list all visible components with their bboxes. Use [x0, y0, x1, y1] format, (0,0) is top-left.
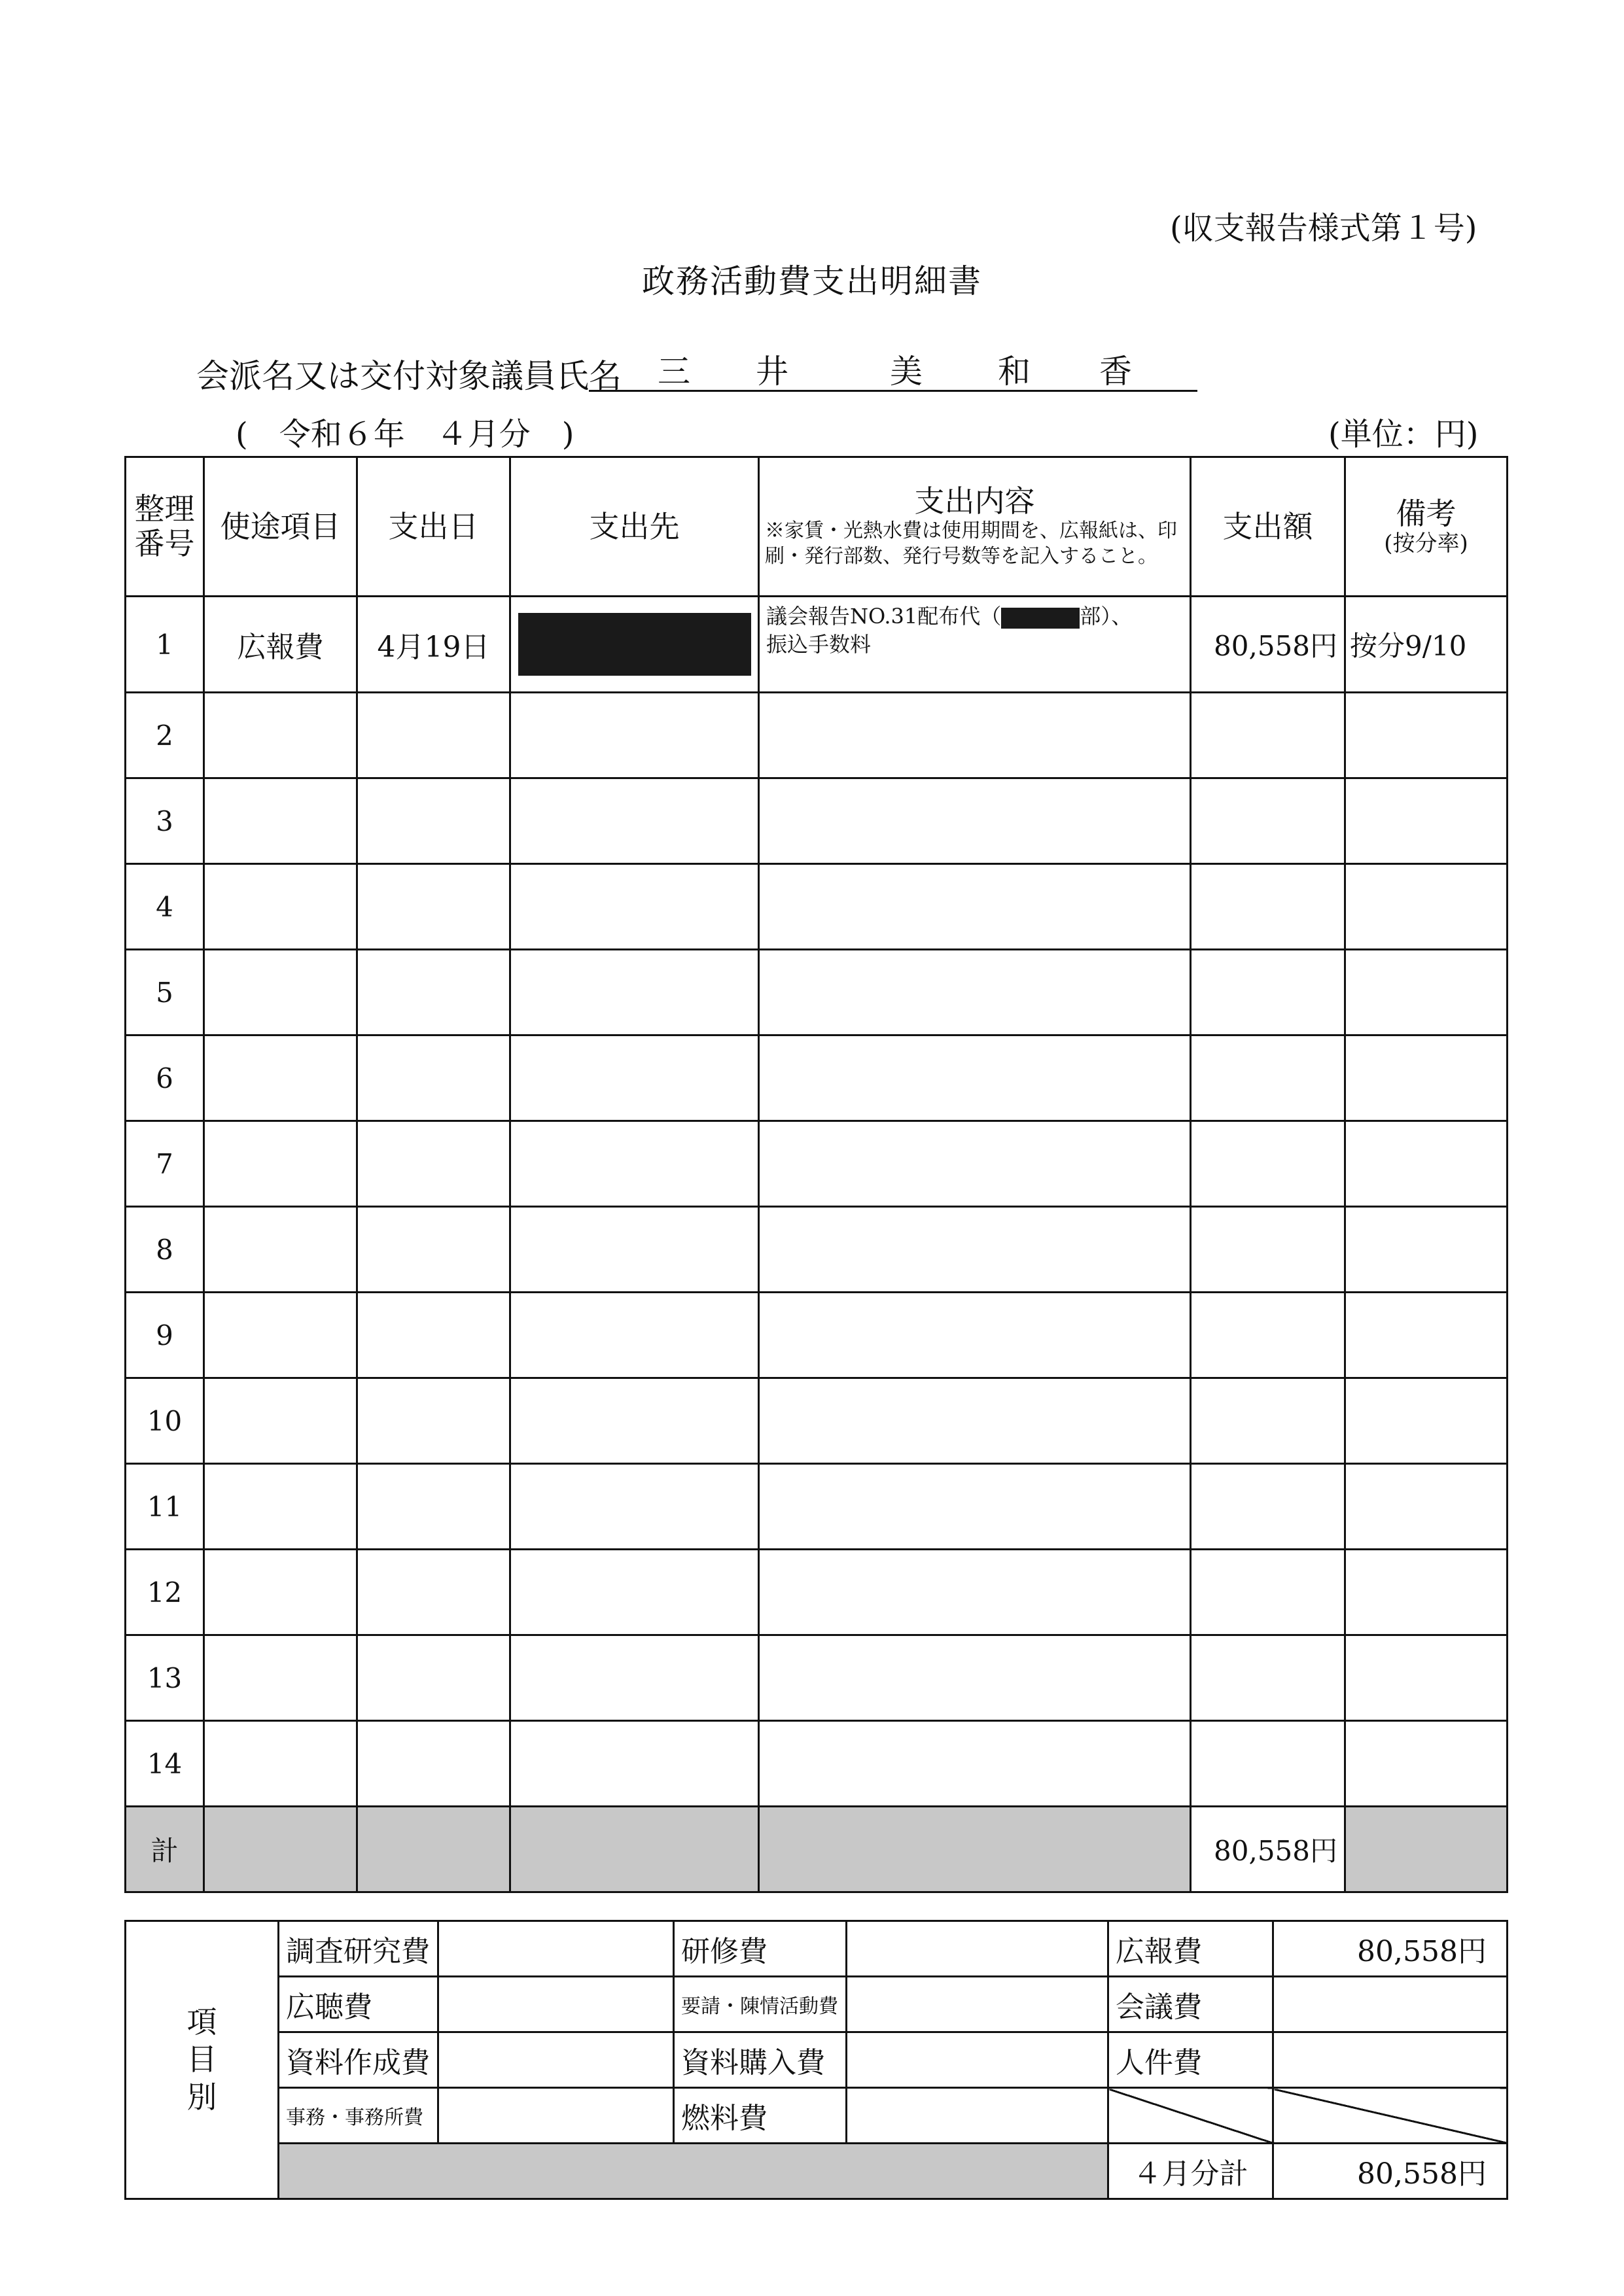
row-number: 9 — [126, 1293, 204, 1378]
label-hearing: 広聴費 — [279, 1977, 438, 2032]
label-personnel: 人件費 — [1108, 2032, 1273, 2088]
report-period: ( 令和６年 ４月分 ) — [236, 416, 574, 453]
row-date — [357, 778, 510, 864]
diagonal-strike-cell — [1108, 2088, 1273, 2144]
member-name-label: 会派名又は交付対象議員氏名 — [196, 357, 622, 395]
label-petition: 要請・陳情活動費 — [674, 1977, 847, 2032]
row-description — [759, 1721, 1191, 1807]
member-name-field — [589, 345, 1197, 392]
header-payee: 支出先 — [510, 457, 759, 597]
value-pr: 80,558円 — [1273, 1921, 1508, 1977]
member-name-char: 香 — [1099, 353, 1132, 391]
row-amount: 80,558円 — [1191, 597, 1345, 693]
row-amount — [1191, 1721, 1345, 1807]
row-number: 5 — [126, 950, 204, 1035]
table-row — [126, 1464, 1508, 1550]
row-category — [204, 778, 357, 864]
member-name-char: 井 — [756, 353, 788, 391]
row-amount — [1191, 778, 1345, 864]
row-description — [759, 1378, 1191, 1464]
row-amount — [1191, 864, 1345, 950]
row-remarks — [1345, 693, 1508, 778]
row-remarks — [1345, 1293, 1508, 1378]
header-category: 使途項目 — [204, 457, 357, 597]
value-material-make — [438, 2032, 674, 2088]
row-date — [357, 1464, 510, 1550]
header-number — [126, 457, 204, 597]
row-date — [357, 1378, 510, 1464]
row-date — [357, 1635, 510, 1721]
row-payee — [510, 950, 759, 1035]
row-amount — [1191, 1550, 1345, 1635]
row-amount — [1191, 1121, 1345, 1207]
row-payee — [510, 1378, 759, 1464]
value-meeting — [1273, 1977, 1508, 2032]
row-date — [357, 1550, 510, 1635]
month-total-label: ４月分計 — [1108, 2144, 1273, 2199]
row-amount — [1191, 950, 1345, 1035]
row-amount — [1191, 1635, 1345, 1721]
row-description — [759, 693, 1191, 778]
total-shaded-cell — [1345, 1807, 1508, 1892]
member-name-char: 和 — [998, 353, 1031, 391]
row-number: 4 — [126, 864, 204, 950]
label-material-make: 資料作成費 — [279, 2032, 438, 2088]
header-description — [759, 457, 1191, 597]
form-number: (収支報告様式第１号) — [1170, 210, 1477, 247]
category-summary-table — [124, 1920, 1508, 2200]
value-office — [438, 2088, 674, 2144]
row-number: 3 — [126, 778, 204, 864]
row-payee — [510, 1721, 759, 1807]
label-research: 調査研究費 — [279, 1921, 438, 1977]
row-payee — [510, 1207, 759, 1293]
row-number: 8 — [126, 1207, 204, 1293]
diagonal-strike-cell — [1273, 2088, 1508, 2144]
row-description — [759, 1635, 1191, 1721]
row-payee — [510, 1293, 759, 1378]
total-label: 計 — [126, 1807, 204, 1892]
row-date — [357, 864, 510, 950]
table-row — [126, 693, 1508, 778]
table-row — [126, 1293, 1508, 1378]
row-number: 14 — [126, 1721, 204, 1807]
summary-shaded-area — [279, 2144, 1108, 2199]
row-number: 6 — [126, 1035, 204, 1121]
row-remarks — [1345, 1721, 1508, 1807]
redaction-block — [1001, 608, 1080, 629]
row-description — [759, 864, 1191, 950]
row-description — [759, 950, 1191, 1035]
table-row — [126, 597, 1508, 693]
value-material-buy — [847, 2032, 1108, 2088]
row-number: 10 — [126, 1378, 204, 1464]
month-total-amount: 80,558円 — [1273, 2144, 1508, 2199]
row-remarks — [1345, 864, 1508, 950]
label-office: 事務・事務所費 — [279, 2088, 438, 2144]
member-name-char: 三 — [658, 353, 690, 391]
label-training: 研修費 — [674, 1921, 847, 1977]
row-date — [357, 1035, 510, 1121]
label-pr: 広報費 — [1108, 1921, 1273, 1977]
total-shaded-cell — [204, 1807, 357, 1892]
row-remarks — [1345, 1121, 1508, 1207]
row-date: 4月19日 — [357, 597, 510, 693]
table-header-row — [126, 457, 1508, 597]
header-remarks-sub: (按分率) — [1384, 530, 1468, 557]
header-amount: 支出額 — [1191, 457, 1345, 597]
table-row — [126, 864, 1508, 950]
label-material-buy: 資料購入費 — [674, 2032, 847, 2088]
row-payee — [510, 1035, 759, 1121]
summary-side-char: 目 — [186, 2042, 217, 2078]
row-remarks: 按分9/10 — [1345, 597, 1508, 693]
header-number-line1: 整理 — [134, 491, 195, 527]
row-payee — [510, 1550, 759, 1635]
row-description — [759, 1121, 1191, 1207]
header-remarks-title: 備考 — [1396, 496, 1456, 531]
row-date — [357, 1293, 510, 1378]
row-category — [204, 1293, 357, 1378]
row-category — [204, 1635, 357, 1721]
desc-text-b: 部）、 — [1080, 604, 1133, 629]
table-row — [126, 1121, 1508, 1207]
expense-detail-table — [124, 456, 1508, 1893]
row-remarks — [1345, 1378, 1508, 1464]
value-petition — [847, 1977, 1108, 2032]
row-category — [204, 1550, 357, 1635]
row-remarks — [1345, 950, 1508, 1035]
label-fuel: 燃料費 — [674, 2088, 847, 2144]
unit-label: (単位：円) — [1328, 416, 1479, 453]
row-payee — [510, 693, 759, 778]
row-payee — [510, 864, 759, 950]
row-remarks — [1345, 1635, 1508, 1721]
row-remarks — [1345, 1035, 1508, 1121]
table-row — [126, 1550, 1508, 1635]
row-remarks — [1345, 1464, 1508, 1550]
row-category — [204, 693, 357, 778]
label-meeting: 会議費 — [1108, 1977, 1273, 2032]
row-category — [204, 864, 357, 950]
table-row — [126, 1035, 1508, 1121]
row-category — [204, 950, 357, 1035]
row-category: 広報費 — [204, 597, 357, 693]
row-payee — [510, 597, 759, 693]
table-row — [126, 1635, 1508, 1721]
row-date — [357, 693, 510, 778]
document-title: 政務活動費支出明細書 — [642, 262, 982, 300]
row-date — [357, 1207, 510, 1293]
row-number: 2 — [126, 693, 204, 778]
header-remarks — [1345, 457, 1508, 597]
total-shaded-cell — [759, 1807, 1191, 1892]
row-category — [204, 1207, 357, 1293]
row-description — [759, 1035, 1191, 1121]
desc-text-a: 議会報告NO.31配布代（ — [766, 604, 1002, 629]
row-remarks — [1345, 778, 1508, 864]
table-row — [126, 1721, 1508, 1807]
table-row — [126, 778, 1508, 864]
row-number: 12 — [126, 1550, 204, 1635]
value-hearing — [438, 1977, 674, 2032]
total-amount: 80,558円 — [1191, 1807, 1345, 1892]
row-number: 7 — [126, 1121, 204, 1207]
header-number-line2: 番号 — [134, 526, 195, 561]
row-description — [759, 1207, 1191, 1293]
header-description-note: ※家賃・光熱水費は使用期間を、広報紙は、印刷・発行部数、発行号数等を記入すること。 — [765, 519, 1177, 568]
row-payee — [510, 1635, 759, 1721]
row-category — [204, 1721, 357, 1807]
row-number: 13 — [126, 1635, 204, 1721]
row-description — [759, 1464, 1191, 1550]
row-payee — [510, 778, 759, 864]
total-row — [126, 1807, 1508, 1892]
value-training — [847, 1921, 1108, 1977]
row-amount — [1191, 1464, 1345, 1550]
summary-side-char: 項 — [186, 2004, 217, 2040]
row-amount — [1191, 1207, 1345, 1293]
row-category — [204, 1378, 357, 1464]
row-payee — [510, 1464, 759, 1550]
table-row — [126, 1378, 1508, 1464]
row-date — [357, 1121, 510, 1207]
value-personnel — [1273, 2032, 1508, 2088]
row-amount — [1191, 1035, 1345, 1121]
row-category — [204, 1121, 357, 1207]
row-remarks — [1345, 1550, 1508, 1635]
summary-side-char: 別 — [186, 2079, 217, 2115]
row-number: 11 — [126, 1464, 204, 1550]
total-shaded-cell — [510, 1807, 759, 1892]
redaction-block — [518, 613, 751, 676]
header-description-title: 支出内容 — [914, 483, 1035, 519]
value-research — [438, 1921, 674, 1977]
desc-text-line2: 振込手数料 — [766, 632, 872, 657]
row-payee — [510, 1121, 759, 1207]
row-date — [357, 1721, 510, 1807]
row-amount — [1191, 1378, 1345, 1464]
total-shaded-cell — [357, 1807, 510, 1892]
value-fuel — [847, 2088, 1108, 2144]
row-amount — [1191, 693, 1345, 778]
row-category — [204, 1035, 357, 1121]
row-amount — [1191, 1293, 1345, 1378]
row-description — [759, 778, 1191, 864]
row-remarks — [1345, 1207, 1508, 1293]
header-date: 支出日 — [357, 457, 510, 597]
summary-side-label — [126, 1921, 279, 2199]
row-date — [357, 950, 510, 1035]
table-row — [126, 950, 1508, 1035]
row-number: 1 — [126, 597, 204, 693]
row-description — [759, 1293, 1191, 1378]
row-description — [759, 1550, 1191, 1635]
row-description — [759, 597, 1191, 693]
row-category — [204, 1464, 357, 1550]
member-name-char: 美 — [890, 353, 923, 391]
table-row — [126, 1207, 1508, 1293]
